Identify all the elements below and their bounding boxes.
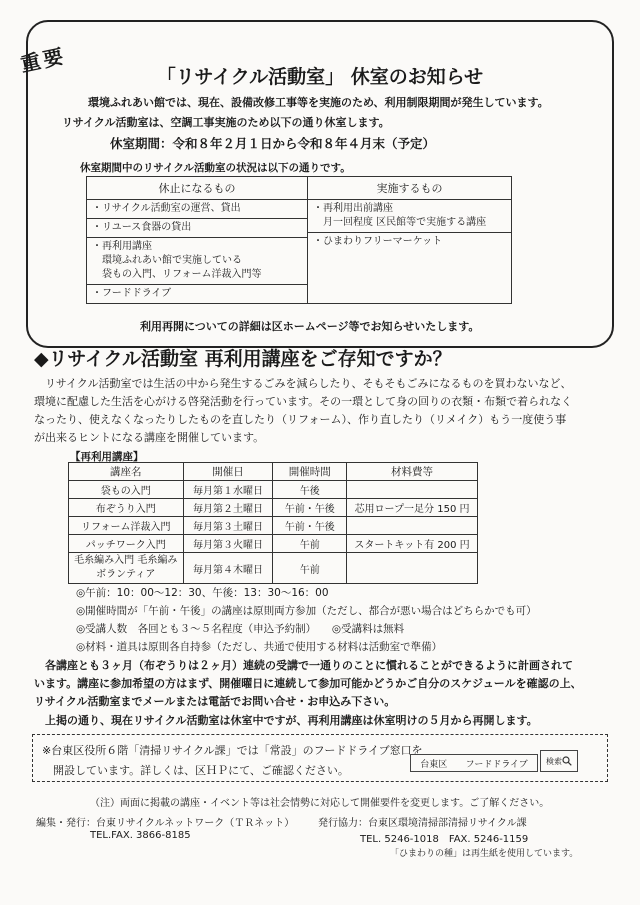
cooperator-tel: TEL. 5246-1018 FAX. 5246-1159 — [360, 834, 529, 845]
course-name: パッチワーク入門 — [69, 535, 184, 553]
course-time: 午後 — [273, 481, 347, 499]
run-item: ・再利用出前講座 — [313, 203, 393, 214]
schedule-line: リサイクル活動室までメールまたは電話でお問い合せ・お申込み下さい。 — [34, 695, 396, 708]
search-query-box — [410, 754, 538, 772]
schedule-paragraph — [34, 657, 606, 711]
search-icon — [562, 756, 572, 766]
notice-line-2: リサイクル活動室は、空調工事実施のため以下の通り休室します。 — [62, 116, 390, 129]
col-header: 材料費等 — [347, 463, 478, 481]
course-day: 毎月第３火曜日 — [183, 535, 273, 553]
course-cost — [347, 517, 478, 535]
run-item: ・ひまわりフリーマーケット — [313, 236, 443, 247]
course-day: 毎月第１水曜日 — [183, 481, 273, 499]
run-item: 月一回程度 区民館等で実施する講座 — [323, 217, 487, 228]
run-header: 実施するもの — [308, 177, 512, 200]
resume-paragraph: 上掲の通り、現在リサイクル活動室は休室中ですが、再利用講座は休室明けの５月から再開します。 — [45, 714, 538, 727]
course-cost — [347, 481, 478, 499]
intro-paragraph — [34, 375, 606, 447]
food-drive-line: ※台東区役所６階「清掃リサイクル課」では「常設」のフードドライブ窓口を — [42, 744, 423, 757]
course-cost: スタートキット有 200 円 — [347, 535, 478, 553]
course-time: 午前 — [273, 535, 347, 553]
notice-line-1: 環境ふれあい館では、現在、設備改修工事等を実施のため、利用制限期間が発生しています。 — [88, 96, 549, 109]
intro-line: 環境に配慮した生活を心がける啓発活動を行っています。その一環として身の回りの衣類・布類で着られなく — [34, 395, 573, 408]
course-cost — [347, 553, 478, 584]
suspend-header: 休止になるもの — [87, 177, 308, 200]
footer-note: （注）両面に掲載の講座・イベント等は社会情勢に対応して開催要件を変更します。ご了解ください。 — [90, 798, 550, 809]
table-row — [69, 535, 478, 553]
course-notes — [76, 584, 537, 656]
note-line: ◎材料・道具は原則各自持参（ただし、共通で使用する材料は活動室で準備） — [76, 641, 443, 653]
notice-title: 「リサイクル活動室」 休室のお知らせ — [156, 66, 484, 88]
search-button-label: 検索 — [546, 756, 562, 766]
search-term: フードドライブ — [465, 759, 528, 770]
course-table — [68, 462, 478, 584]
cooperator: 発行協力：台東区環境清掃部清掃リサイクル課 — [318, 818, 527, 829]
course-time: 午前 — [273, 553, 347, 584]
course-cost: 芯用ロープ一足分 150 円 — [347, 499, 478, 517]
period-label: 休室期間： — [110, 136, 173, 151]
suspend-item: ・フードドライブ — [92, 288, 172, 299]
search-button — [540, 750, 578, 772]
suspend-item: 袋もの入門、リフォーム洋裁入門等 — [102, 269, 262, 280]
table-row — [69, 499, 478, 517]
col-header: 開催日 — [183, 463, 273, 481]
table-row — [69, 481, 478, 499]
course-name: 毛糸編み入門 毛糸編みボランティア — [69, 553, 184, 584]
publisher: 編集・発行：台東リサイクルネットワーク（ＴＲネット） — [36, 818, 295, 829]
intro-line: が出来るヒントになる講座を開催しています。 — [34, 431, 265, 444]
reopen-note: 利用再開についての詳細は区ホームページ等でお知らせいたします。 — [140, 320, 480, 333]
course-table-caption: 【再利用講座】 — [70, 451, 144, 463]
status-heading: 休室期間中のリサイクル活動室の状況は以下の通りです。 — [80, 162, 351, 174]
intro-line: リサイクル活動室では生活の中から発生するごみを減らしたり、そもそもごみになるものを買わないなど、 — [45, 377, 572, 390]
table-row — [69, 517, 478, 535]
publisher-tel: TEL.FAX. 3866-8185 — [90, 830, 191, 841]
table-row — [69, 553, 478, 584]
course-time: 午前・午後 — [273, 517, 347, 535]
course-time: 午前・午後 — [273, 499, 347, 517]
col-header: 講座名 — [69, 463, 184, 481]
course-name: 袋もの入門 — [69, 481, 184, 499]
note-line: ◎午前：10：00～12：30、午後：13：30～16：00 — [76, 587, 329, 599]
intro-line: なったり、使えなくなったりしたものを直したり（リフォーム）、作り直したり（リメイク）もう一度使う事 — [34, 413, 567, 426]
important-stamp: 重要 — [18, 43, 69, 77]
course-day: 毎月第３土曜日 — [183, 517, 273, 535]
course-day: 毎月第４木曜日 — [183, 553, 273, 584]
recycled-paper-note: 「ひまわりの種」は再生紙を使用しています。 — [390, 849, 579, 859]
run-cell — [308, 200, 512, 304]
col-header: 開催時間 — [273, 463, 347, 481]
note-line: ◎受講人数 各回とも３～５名程度（申込予約制） ◎受講料は無料 — [76, 623, 405, 635]
section-heading: ◆リサイクル活動室 再利用講座をご存知ですか？ — [34, 348, 452, 370]
search-term: 台東区 — [420, 759, 448, 770]
note-line: ◎開催時間が「午前・午後」の講座は原則両方参加（ただし、都合が悪い場合はどちらかでも可） — [76, 605, 537, 617]
closure-period — [110, 134, 435, 152]
period-value: 令和８年２月１日から令和８年４月末（予定） — [172, 136, 436, 151]
course-day: 毎月第２土曜日 — [183, 499, 273, 517]
suspend-item: ・リユース食器の貸出 — [92, 222, 192, 233]
course-name: リフォーム洋裁入門 — [69, 517, 184, 535]
schedule-line: います。講座に参加希望の方はまず、開催曜日に連続して参加可能かどうかご自分のスケジュールを確認の上、 — [34, 677, 582, 690]
suspend-item: ・再利用講座 — [92, 241, 152, 252]
status-table — [86, 176, 512, 304]
schedule-line: 各講座とも３ヶ月（布ぞうりは２ヶ月）連続の受講で一通りのことに慣れることができるように計画されて — [45, 659, 573, 672]
suspend-cell — [87, 200, 308, 304]
suspend-item: 環境ふれあい館で実施している — [102, 255, 242, 266]
food-drive-line: 開設しています。詳しくは、区ＨＰにて、ご確認ください。 — [53, 764, 349, 777]
course-name: 布ぞうり入門 — [69, 499, 184, 517]
food-drive-text — [42, 741, 423, 781]
suspend-item: ・リサイクル活動室の運営、貸出 — [92, 203, 241, 214]
